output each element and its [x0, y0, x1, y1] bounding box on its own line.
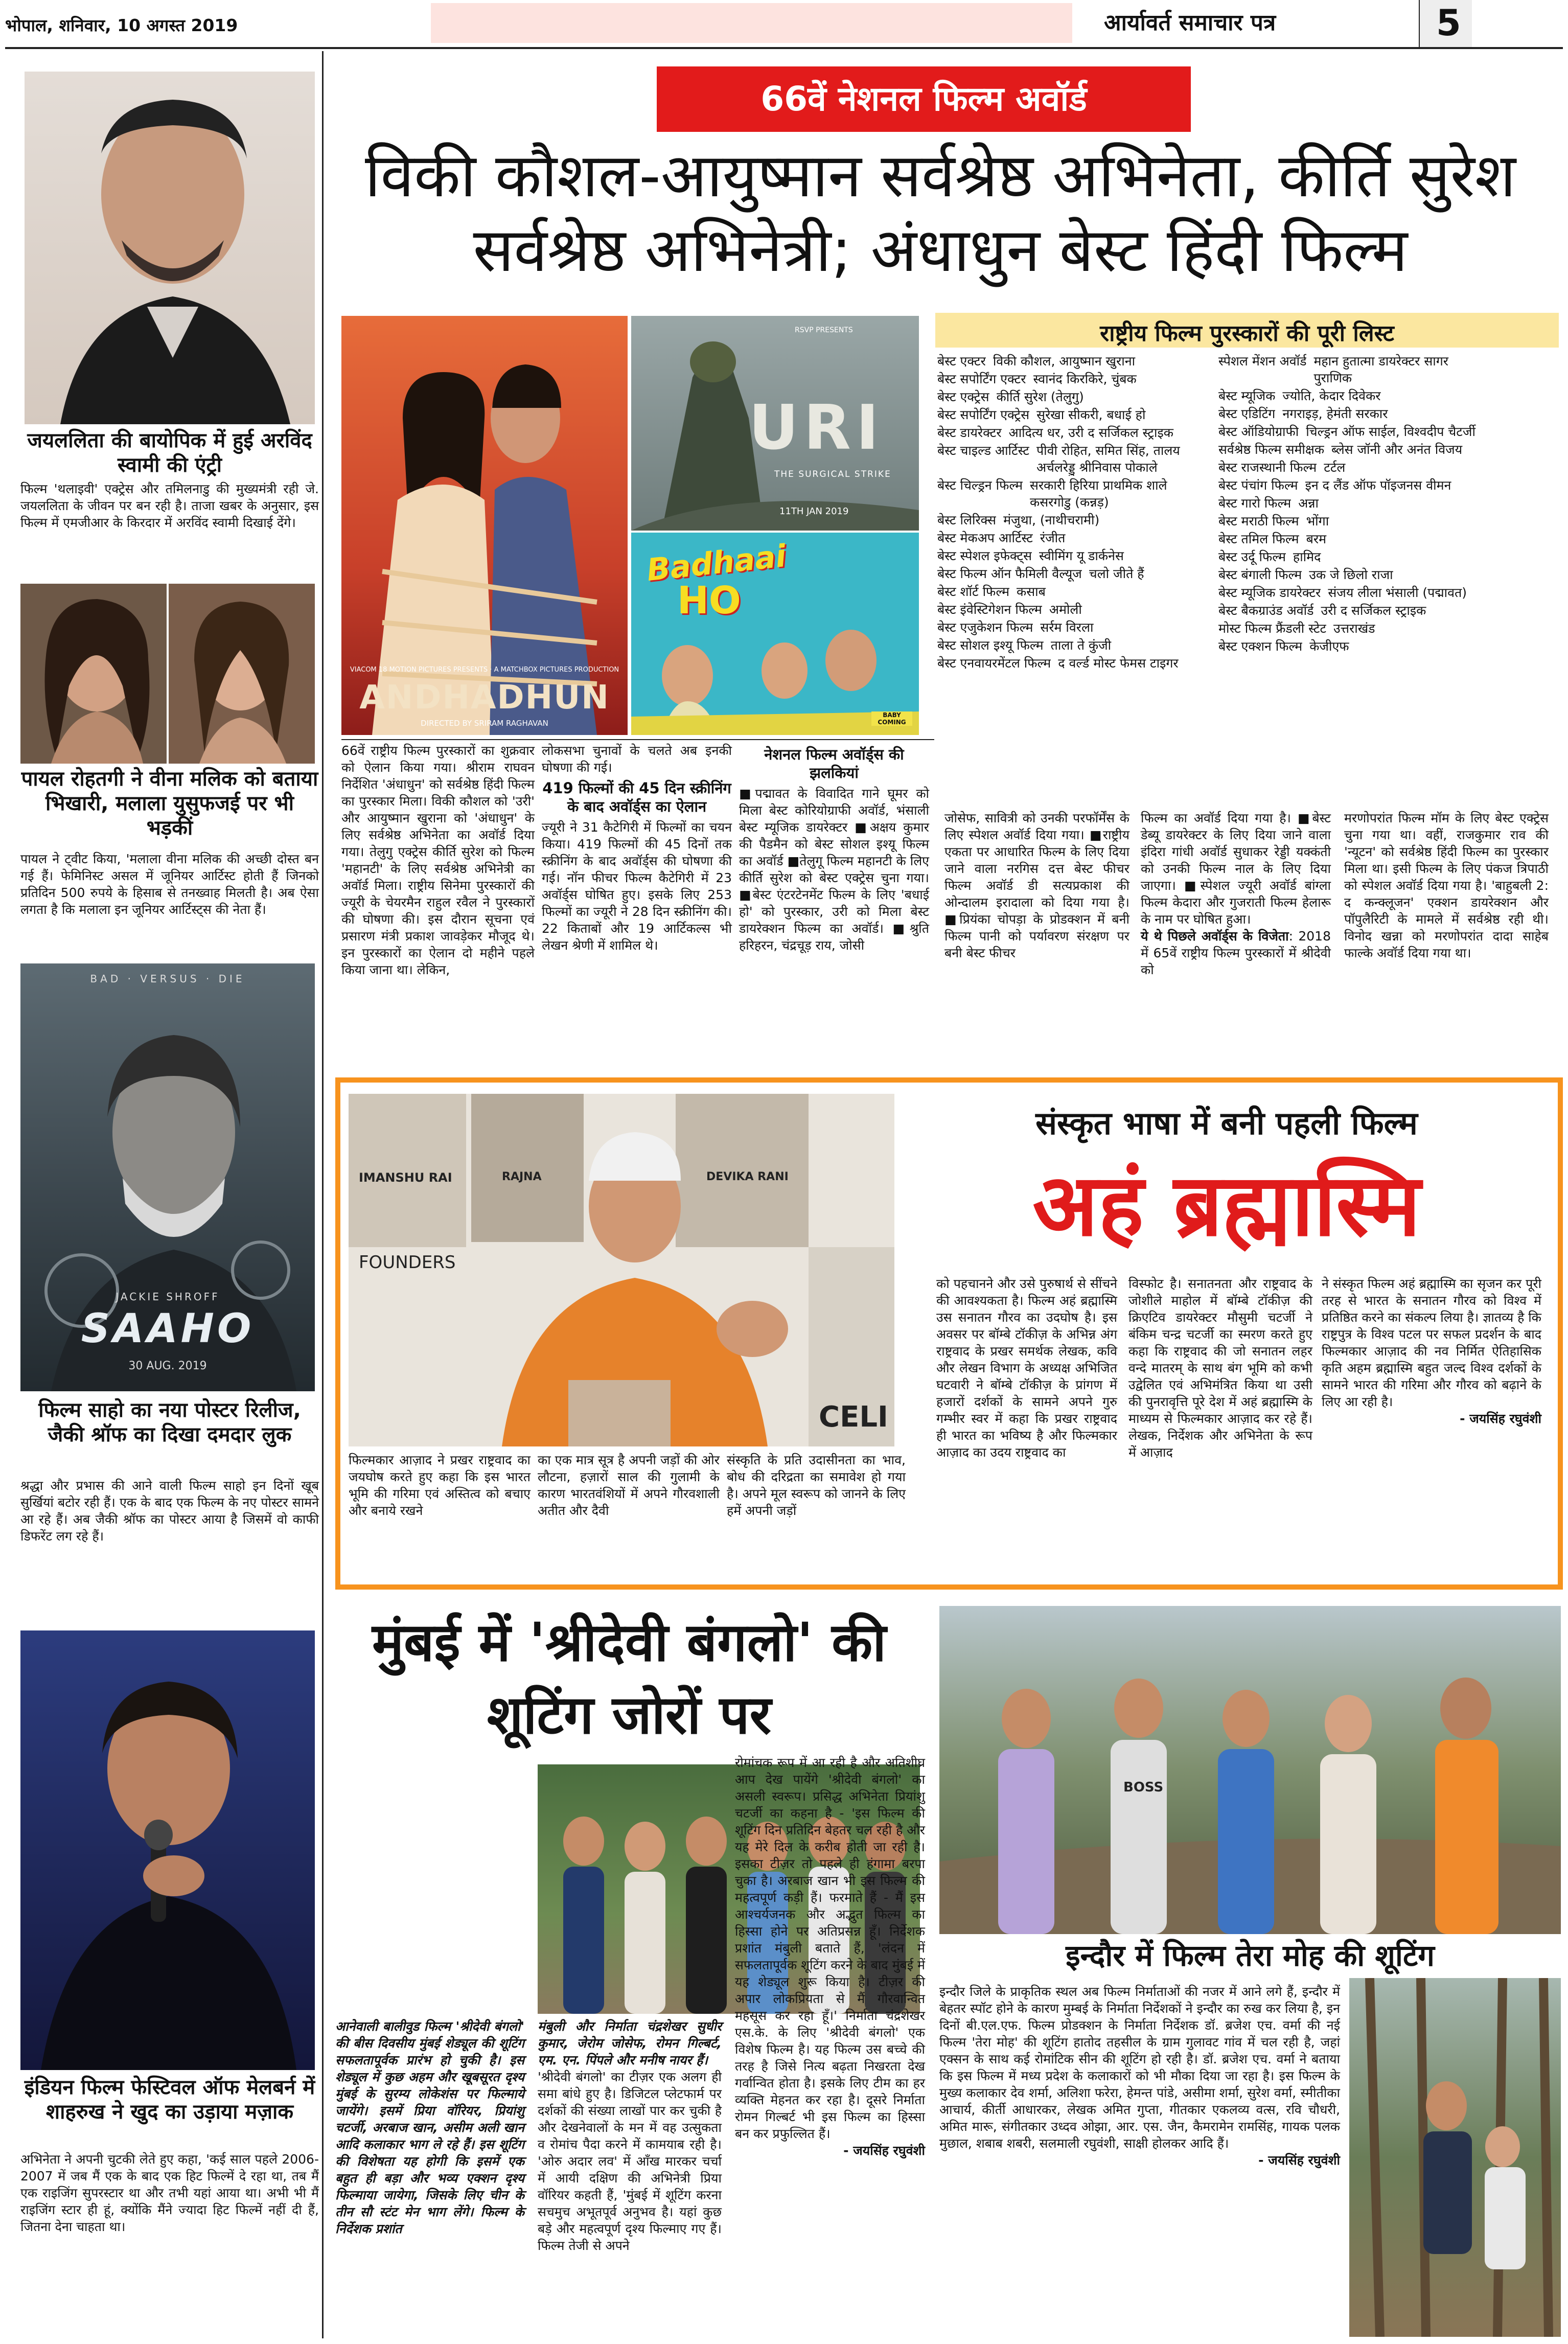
award-winner: अन्ना: [1298, 496, 1319, 511]
award-row: [1218, 584, 1489, 601]
award-category: बेस्ट इंवेस्टिगेशन फिल्म: [937, 602, 1042, 617]
awards-col1: 66वें राष्ट्रीय फिल्म पुरस्कारों का शुक्रवार को ऐलान किया गया। श्रीराम राघवन निर्देशित 'अंधाधुन' को सर्वश्रेष्ठ हिंदी फिल्म का पुरस्कार मिला। विकी कौशल को 'उरी' और आयुष्मान खुराना को 'अंधाधुन' के लिए सर्वश्रेष्ठ अभिनेता का अवॉर्ड दिया गया। तेलुगु एक्ट्रेस कीर्ति सुरेश को फिल्म 'महानटी' के लिए सर्वश्रेष्ठ अभिनेत्री का अवॉर्ड मिला। राष्ट्रीय सिनेमा पुरस्कारों की ज्यूरी के चेयरमैन राहुल रवैल ने पुरस्कारों की घोषणा की। इस दौरान सूचना एवं प्रसारण मंत्री प्रकाश जावड़ेकर मौजूद थे। इन पुरस्कारों का ऐलान दो महीने पहले किया जाना था। लेकिन,: [341, 743, 535, 977]
main-headline: विकी कौशल-आयुष्मान सर्वश्रेष्ठ अभिनेता, कीर्ति सुरेश सर्वश्रेष्ठ अभिनेत्री; अंधाधुन बेस्ट हिंदी फिल्म: [364, 140, 1516, 285]
s4-headline: इंडियन फिल्म फेस्टिवल ऑफ मेलबर्न में शाहरुख ने खुद का उड़ाया मज़ाक: [24, 2076, 315, 2124]
payal-rohatgi-photo: [20, 584, 167, 764]
award-winner: उरी द सर्जिकल स्ट्राइक: [1321, 603, 1426, 618]
page-number: 5: [1436, 2, 1461, 44]
award-winner: कीर्ति सुरेश (तेलुगु): [996, 389, 1084, 404]
award-category: बेस्ट ऑडियोग्राफी: [1218, 424, 1299, 439]
sanskrit-col-f-body: ने संस्कृत फिल्म अहं ब्रह्मास्मि का सृजन कर पूरी तरह से भारत के सनातन गौरव को विश्व में प्रतिष्ठित करने का संकल्प लिया है। ज्ञातव्य है कि राष्ट्रपुत्र के विश्व पटल पर सफल प्रदर्शन के बाद फिल्मकार आज़ाद की नव निर्मित ऐतिहासिक कृति अहम ब्रह्मास्मि बहुत जल्द विश्व दर्शकों के सामने भारत की गरिमा और गौरव को बढ़ाने के लिए आ रही है।: [1322, 1276, 1541, 1409]
award-row: [1218, 513, 1489, 530]
shahrukh-photo: [20, 1630, 315, 2070]
award-category: बेस्ट लिरिक्स: [937, 513, 997, 527]
award-winner: इन द लैंड ऑफ पॉइजनस वीमन: [1305, 478, 1451, 493]
s3-headline: फिल्म साहो का नया पोस्टर रिलीज, जैकी श्रॉफ का दिखा दमदार लुक: [38, 1398, 301, 1446]
awards-col2-top: लोकसभा चुनावों के चलते अब इनकी घोषणा की गई।: [542, 743, 732, 775]
award-winner: सरकारी हिरिया प्राथमिक शाले कसरगोडु (कन्नड़): [1030, 478, 1167, 510]
photo-label-3: DEVIKA RANI: [706, 1170, 789, 1183]
sridevi-col2: [538, 2018, 722, 2254]
sridevi-byline: - जयसिंह रघुवंशी: [843, 2143, 925, 2158]
award-winner: रंजीत: [1040, 531, 1066, 545]
veena-malik-photo: [169, 584, 315, 764]
sridevi-headline: मुंबई में 'श्रीदेवी बंगलो' की शूटिंग जोरों पर: [372, 1611, 887, 1746]
dateline: भोपाल, शनिवार, 10 अगस्त 2019: [5, 15, 238, 35]
arvind-swamy-photo: [25, 72, 315, 424]
award-row: [1218, 638, 1489, 655]
uri-poster: [631, 316, 919, 531]
award-winner: चिल्ड्रन ऑफ साईल, विश्वदीप चैटर्जी: [1306, 424, 1475, 439]
awards-list-left: [937, 353, 1208, 673]
award-category: स्पेशल मेंशन अवॉर्ड: [1218, 354, 1307, 369]
award-winner: टर्टल: [1324, 460, 1346, 475]
shirt-text: BOSS: [1123, 1780, 1164, 1795]
award-winner: ज्योति, केदार दिवेकर: [1282, 388, 1381, 403]
award-category: बेस्ट म्यूजिक डायरेक्टर: [1218, 585, 1321, 600]
award-category: बेस्ट चिल्ड्रन फिल्म: [937, 478, 1023, 493]
sridevi-lead-col1: आनेवाली बालीवुड फिल्म 'श्रीदेवी बंगलो' की बीस दिवसीय मुंबई शेड्यूल की शूटिंग सफलतापूर्वक प्रारंभ हो चुकी है। इस शेड्यूल में कुछ अहम और खूबसूरत दृश्य मुंबई के सुरम्य लोकेशंस पर फिल्माये जायेंगे। इसमें प्रिया वॉरियर, प्रियांशु चटर्जी, अरबाज खान, असीम अली खान आदि कलाकार भाग ले रहे हैं। इस शूटिंग की विशेषता यह होगी कि इसमें एक बहुत ही बड़ा और भव्य एक्शन दृश्य फिल्माया जायेगा, जिसके लिए चीन के तीन सौ स्टंट मेन भाग लेंगे। फिल्म के निर्देशक प्रशांत: [335, 2019, 524, 2236]
indore-body: [939, 1983, 1340, 2169]
awards-col2: [542, 742, 732, 954]
sanskrit-byline: - जयसिंह रघुवंशी: [1460, 1411, 1541, 1426]
awards-col5-body: फिल्म का अवॉर्ड दिया गया है। ■बेस्ट डेब्यू डायरेक्टर के लिए दिया जाने वाला इंदिरा गांधी अवॉर्ड सुधाकर रेड्डी यक्कंती को उनकी फिल्म नाल के लिए दिया जाएगा। ■स्पेशल ज्यूरी अवॉर्ड बांग्ला फिल्म केदारा और गुजराती फिल्म हेलारू के नाम पर घोषित हुआ।: [1141, 811, 1331, 927]
award-winner: स्वानंद किरकिरे, चुंबक: [1033, 372, 1137, 386]
award-winner: केजीएफ: [1309, 639, 1349, 654]
award-category: बेस्ट फिल्म ऑन फैमिली वैल्यूज: [937, 566, 1082, 581]
sanskrit-col-b: का एक मात्र सूत्र है अपनी जड़ों की ओर लौटना, हज़ारों साल की गुलामी के कारण भारतवंशियों में अपने गौरवशाली अतीत और दैवी: [538, 1453, 720, 1518]
badhaai-title: Badhaai: [645, 538, 788, 589]
award-row: [1218, 531, 1489, 547]
award-row: [1218, 495, 1489, 512]
award-category: बेस्ट एनवायरमेंटल फिल्म: [937, 656, 1051, 671]
awards-list-title: राष्ट्रीय फिल्म पुरस्कारों की पूरी लिस्ट: [1100, 320, 1394, 347]
indore-body-text: इन्दौर जिले के प्राकृतिक स्थल अब फिल्म निर्माताओं की नजर में आने लगे हैं, इन्दौर में बेहतर स्पॉट होने के कारण मुम्बई के निर्माता निर्देशकों ने इन्दौर का रुख कर लिया है, इन दिनों बी.एल.एफ. फिल्म प्रोडक्शन के निर्माता निर्देशक डॉ. ब्रजेश एच. वर्मा की नई फिल्म 'तेरा मोह' की शूटिंग हातोद तहसील के ग्राम गुलावट गांव में चल रही है, जहां एक्सन के साथ कई रोमांटिक सीन की शूटिंग हो रही है। डॉ. ब्रजेश एच. वर्मा ने बताया कि इस फिल्म में मध्य प्रदेश के कलाकारों को भी मौका दिया जा रहा है। इस फिल्म के मुख्य कलाकार देव शर्मा, अलिशा फरेरा, हेमन्त पांडे, असीमा शर्मा, सुरेश वर्मा, स्मीतीका आचार्य, कीर्ती आधारकर, लेखक अमित गुप्ता, गीतकार एकलव्य वत्स, रवि चौधरी, अमित मारू, संगीतकार उध्दव ओझा, आर. एस. जैन, कैमरामेन रामसिंह, गायक पलक मुछाल, शबाब शबरी, सलमाली रघुवंशी, साक्षी होलकर आदि हैं।: [939, 1984, 1340, 2151]
s2-headline: पायल रोहतगी ने वीना मलिक को बताया भिखारी, मलाला युसुफजई पर भी भड़कीं: [21, 767, 318, 840]
award-row: [937, 353, 1208, 370]
masthead-rule: [5, 47, 1563, 49]
award-category: बेस्ट बंगाली फिल्म: [1218, 567, 1302, 582]
award-row: [1218, 548, 1489, 565]
sanskrit-title: अहं ब्रह्मास्मि: [1032, 1155, 1421, 1255]
award-row: [937, 512, 1208, 528]
award-row: [937, 530, 1208, 546]
indore-byline: - जयसिंह रघुवंशी: [1258, 2153, 1340, 2168]
s4-body: अभिनेता ने अपनी चुटकी लेते हुए कहा, 'कई साल पहले 2006-2007 में जब मैं एक के बाद एक हिट फिल्में दे रहा था, तब मैं एक राइजिंग सुपरस्टार था और तभी यहां आया था। अभी भी मैं राइजिंग स्टार ही हूं, क्योंकि मैंने ज्यादा हिट फिल्में नहीं दी हैं, जितना देना चाहता था।: [20, 2152, 319, 2234]
award-row: [937, 388, 1208, 405]
award-category: बेस्ट तमिल फिल्म: [1218, 532, 1299, 546]
tera-moh-action-photo: [1349, 1978, 1561, 2337]
award-winner: संजय लीला भंसाली (पद्मावत): [1328, 585, 1467, 600]
s2-body: पायल ने ट्वीट किया, 'मलाला वीना मलिक की अच्छी दोस्त बन गई हैं। फेमिनिस्ट असल में जूनियर आर्टिस्ट होती हैं जिनको प्रतिदिन 500 रुपये के हिसाब से तनख्वाह मिलती है। अब ऐसा लगता है कि मलाला इन जूनियर आर्टिस्ट्स की नेता हैं।: [20, 852, 319, 917]
sanskrit-kicker: संस्कृत भाषा में बनी पहली फिल्म: [1035, 1105, 1418, 1142]
masthead-pink-strip: [431, 3, 1072, 43]
saaho-poster-actor: JACKIE SHROFF: [116, 1291, 220, 1303]
award-category: बेस्ट उर्दू फिल्म: [1218, 549, 1286, 564]
award-winner: बरम: [1306, 532, 1327, 546]
award-winner: स्वीमिंग यू डार्कनेस: [1039, 548, 1124, 563]
award-category: बेस्ट एक्ट्रेस: [937, 389, 989, 404]
award-winner: सुरेखा सीकरी, बधाई हो: [1036, 407, 1146, 422]
award-winner: उक जे छिलो राजा: [1309, 567, 1393, 582]
award-category: बेस्ट सपोर्टिंग एक्ट्रेस: [937, 407, 1030, 422]
photo-label-5: CELI: [819, 1400, 888, 1434]
award-category: बेस्ट डायरेक्टर: [937, 425, 1002, 440]
sridevi-body-col2: 'श्रीदेवी बंगलो' का टीज़र एक अलग ही समा बांधे हुए है। डिजिटल प्लेटफार्म पर दर्शकों की संख्या लाखों पार कर चुकी है और देखनेवालों के मन में वह उत्सुकता व रोमांच पैदा करने में कामयाब रही है। 'ओरु अदार लव' में आँख मारकर चर्चा में आयी दक्षिण की अभिनेत्री प्रिया वॉरियर कहती हैं, 'मुंबई में शूटिंग करना सचमुच अभूतपूर्व अनुभव है। यहां कुछ बड़े और महत्वपूर्ण दृश्य फिल्माए गए हैं। फिल्म तेजी से अपने: [538, 2070, 722, 2253]
award-row: [1218, 566, 1489, 583]
award-row: [937, 547, 1208, 564]
awards-col5-head: ये थे पिछले अवॉर्ड्स के विजेता: [1141, 929, 1289, 944]
saaho-poster-date: 30 AUG. 2019: [128, 1360, 207, 1372]
award-winner: सर्रम विरला: [1040, 620, 1094, 635]
award-category: बेस्ट एडिटिंग: [1218, 406, 1276, 421]
award-row: [1218, 602, 1489, 619]
uri-presents: RSVP PRESENTS: [795, 326, 853, 334]
badhaai-title2: HO: [677, 579, 741, 623]
saaho-poster-top: BAD · VERSUS · DIE: [90, 973, 245, 985]
award-category: बेस्ट एक्टर: [937, 354, 986, 369]
award-winner: मंजुथा, (नाथीचरामी): [1003, 513, 1100, 527]
awards-col4: जोसेफ, सावित्री को उनकी परफॉर्मेंस के लिए स्पेशल अवॉर्ड दिया गया। ■राष्ट्रीय एकता पर आधारित फिल्म के लिए दिया जाने वाला नरगिस दत्त बेस्ट फीचर फिल्म अवॉर्ड डी सत्यप्रकाश की ओन्दालम इरादाला को दिया गया है। ■प्रियंका चोपड़ा के प्रोडक्शन में बनी फिल्म पानी को पर्यावरण संरक्षण पर बनी बेस्ट फीचर: [944, 811, 1129, 960]
award-winner: हामिद: [1293, 549, 1321, 564]
sanskrit-col-a: फिल्मकार आज़ाद ने प्रखर राष्ट्रवाद का जयघोष करते हुए कहा कि इस भारत भूमि की गरिमा एवं अस्तित्व को बचाए और बनाये रखने: [349, 1453, 531, 1518]
award-category: बेस्ट म्यूजिक: [1218, 388, 1276, 403]
s3-body: श्रद्धा और प्रभास की आने वाली फिल्म साहो इन दिनों खूब सुर्खियां बटोर रही हैं। एक के बाद एक फिल्म के नए पोस्टर सामने आ रहे हैं। अब जैकी श्रॉफ का पोस्टर आया है जिसमें वो काफी डिफरेंट लग रहे हैं।: [20, 1478, 319, 1544]
andhadhun-credit: DIRECTED BY SRIRAM RAGHAVAN: [421, 719, 548, 728]
andhadhun-title: ANDHADHUN: [359, 679, 610, 717]
award-winner: ताला ते कुंजी: [1050, 638, 1112, 653]
sanskrit-photo: [349, 1094, 894, 1446]
award-row: [937, 371, 1208, 387]
uri-title: URI: [749, 393, 884, 464]
uri-subtitle: THE SURGICAL STRIKE: [774, 469, 891, 479]
awards-col2-head: 419 फिल्मों की 45 दिन स्क्रीनिंग के बाद अवॉर्ड्स का ऐलान: [542, 779, 731, 815]
section-banner-text: 66वें नेशनल फिल्म अवॉर्ड: [760, 79, 1087, 119]
award-category: बेस्ट सपोर्टिंग एक्टर: [937, 372, 1026, 386]
award-row: [1218, 441, 1489, 458]
badhaai-tag: BABY COMING: [871, 711, 912, 726]
award-row: [937, 619, 1208, 636]
award-category: बेस्ट सोशल इश्यू फिल्म: [937, 638, 1044, 653]
sridevi-col3: [735, 1754, 925, 2159]
award-category: बेस्ट एजुकेशन फिल्म: [937, 620, 1033, 635]
awards-col3-body: ■पद्मावत के विवादित गाने घूमर को मिला बेस्ट कोरियोग्राफी अवॉर्ड, भंसाली बेस्ट म्यूजिक डायरेक्टर ■अक्षय कुमार की पैडमैन को बेस्ट सोशल इश्यू फिल्म का अवॉर्ड ■तेलुगू फिल्म महानटी के लिए कीर्ति सुरेश को बेस्ट एक्ट्रेस चुना गया। ■बेस्ट एंटरटेनमेंट फिल्म के लिए 'बधाई हो' को पुरस्कार, उरी को मिला बेस्ट डायरेक्शन फिल्म का अवॉर्ड। ■श्रुति हरिहरन, चंद्रचूड़ राय, जोसी: [739, 786, 929, 953]
masthead: [0, 0, 1568, 47]
photo-label-2: RAJNA: [502, 1170, 542, 1183]
award-winner: विकी कौशल, आयुष्मान खुराना: [993, 354, 1136, 369]
awards-col5: [1141, 810, 1331, 978]
photo-label-1: IMANSHU RAI: [359, 1170, 452, 1185]
awards-list: [935, 313, 1559, 798]
badhaai-ho-poster: [631, 533, 919, 735]
awards-list-right: [1218, 353, 1489, 656]
award-category: मोस्ट फिल्म फ्रैंडली स्टेट: [1218, 621, 1327, 636]
awards-col3-head: नेशनल फिल्म अवॉर्ड्स की झलकियां: [764, 746, 904, 782]
award-category: बेस्ट एक्शन फिल्म: [1218, 639, 1303, 654]
award-row: [937, 424, 1208, 441]
award-winner: ब्लेस जॉनी और अनंत विजय: [1331, 442, 1463, 457]
award-row: [937, 477, 1208, 511]
award-winner: चलो जीते हैं: [1089, 566, 1144, 581]
award-row: [937, 601, 1208, 618]
award-row: [937, 583, 1208, 600]
award-winner: पीवी रोहित, समित सिंह, तालय अर्चलरेड्डु श्रीनिवास पोकाले: [1036, 443, 1180, 475]
award-row: [937, 637, 1208, 654]
tera-moh-group-photo: [939, 1606, 1561, 1934]
awards-col5-tail: : 2018 में 65वें राष्ट्रीय फिल्म पुरस्कारों में श्रीदेवी को: [1141, 929, 1331, 977]
saaho-poster-title: SAAHO: [81, 1306, 255, 1352]
award-category: बेस्ट बैकग्राउंड अवॉर्ड: [1218, 603, 1314, 618]
award-winner: नगराइड़, हेमंती सरकार: [1282, 406, 1388, 421]
sridevi-body-col3: रोमांचक रूप में आ रही है और अतिशीघ्र आप देख पायेंगे 'श्रीदेवी बंगलो' का असली स्वरूप। प्रसिद्ध अभिनेता प्रियांशु चटर्जी का कहना है - 'इस फिल्म की शूटिंग दिन प्रतिदिन बेहतर चल रही है और यह मेरे दिल के करीब होती जा रही है। इसका टीज़र तो पहले ही हंगामा बरपा चुका है। अरबाज खान भी इस फिल्म की महत्वपूर्ण कड़ी हैं। फरमाते हैं - मैं इस आश्चर्यजनक और अद्भुत फिल्म का हिस्सा होने पर अतिप्रसन्न हूँ। निर्देशक प्रशांत मंबुली बताते हैं, 'लंदन में सफलतापूर्वक शूटिंग करने के बाद मुंबई में यह शेड्यूल शुरू किया है। टीज़र की अपार लोकप्रियता से मैं गौरवान्वित महसूस कर रहा हूँ।' निर्माता चंद्रशेखर एस.के. के लिए 'श्रीदेवी बंगलो' एक विशेष फिल्म है। यह फिल्म उस बच्चे की तरह है जिसे नित्य बढ़ता निखरता देख गर्वान्वित होता है। इसके लिए टीम का हर व्यक्ति मेहनत कर रहा है। दूसरे निर्माता रोमन गिल्बर्ट भी इस फिल्म का हिस्सा बन कर प्रफुल्लित हैं।: [735, 1755, 925, 2141]
award-category: बेस्ट चाइल्ड आर्टिस्ट: [937, 443, 1029, 458]
paper-name: आर्यावर्त समाचार पत्र: [1104, 10, 1276, 36]
award-winner: कसाब: [1017, 584, 1046, 599]
award-row: [1218, 387, 1489, 404]
andhadhun-studio: VIACOM 18 MOTION PICTURES PRESENTS · A MATCHBOX PICTURES PRODUCTION: [350, 666, 619, 674]
award-winner: अमोली: [1049, 602, 1082, 617]
award-category: सर्वश्रेष्ठ फिल्म समीक्षक: [1218, 442, 1325, 457]
uri-date: 11TH JAN 2019: [779, 506, 849, 517]
sanskrit-col-f: [1322, 1275, 1541, 1427]
awards-col3: [739, 742, 929, 954]
sanskrit-col-d: को पहचानने और उसे पुरुषार्थ से सींचने की आवश्यकता है। फिल्म अहं ब्रह्मास्मि उस सनातन गौरव का उदघोष है। इस अवसर पर बॉम्बे टॉकीज़ के अभिन्न अंग राष्ट्रवाद के प्रखर समर्थक लेखक, कवि और लेखन विभाग के अध्यक्ष अभिजित घटवारी ने बॉम्बे टॉकीज़ के प्रांगण में हजारों दर्शकों के सामने अपने गुरु गम्भीर स्वर में कहा कि प्रखर राष्ट्रवाद ही भारत का भविष्य है और फिल्मकार आज़ाद का उदय राष्ट्रवाद का: [936, 1276, 1117, 1460]
award-category: बेस्ट पंचांग फिल्म: [1218, 478, 1298, 493]
award-row: [1218, 459, 1489, 476]
award-row: [1218, 353, 1489, 386]
indore-headline: इन्दौर में फिल्म तेरा मोह की शूटिंग: [1066, 1938, 1435, 1973]
awards-col2-body: ज्यूरी ने 31 कैटेगिरी में फिल्मों का चयन किया। 419 फिल्मों की 45 दिनों तक स्क्रीनिंग के बाद अवॉर्ड्स की घोषणा की गई। नॉन फीचर फिल्म कैटेगिरी में 23 अवॉर्ड्स घोषित हुए। इसके लिए 253 फिल्मों का ज्यूरी ने 28 दिन स्क्रीनिंग की। 22 किताबों और 19 आर्टिकल्स भी लेखन श्रेणी में शामिल थे।: [542, 820, 732, 953]
award-category: बेस्ट राजस्थानी फिल्म: [1218, 460, 1317, 475]
award-row: [937, 565, 1208, 582]
story-top-rule: [341, 739, 934, 740]
left-column-rule: [322, 51, 324, 2338]
award-category: बेस्ट स्पेशल इफेक्ट्स: [937, 548, 1032, 563]
award-row: [937, 655, 1208, 672]
award-category: बेस्ट शॉर्ट फिल्म: [937, 584, 1010, 599]
sanskrit-col-e: विस्फोट है। सनातनता और राष्ट्रवाद के जोशीले माहोल में बॉम्बे टॉकीज़ की क्रिएटिव डायरेक्टर मौसुमी चटर्जी ने बंकिम चन्द्र चटर्जी का स्मरण करते हुए कहा कि राष्ट्रवाद की जो सनातन लहर वन्दे मातरम् के साथ बंग भूमि को कभी उद्वेलित एवं अभिमंत्रित किया था उसी की पुनरावृत्ति पूरे देश में अहं ब्रह्मास्मि के माध्यम से फिल्मकार आज़ाद कर रहे हैं। लेखक, निर्देशक और अभिनेता के रूप में आज़ाद: [1128, 1276, 1312, 1460]
award-row: [937, 406, 1208, 423]
andhadhun-poster: [341, 316, 628, 735]
sanskrit-col-c: संस्कृति के प्रति उदासीनता का भाव, बोध की दरिद्रता का समावेश हो गया है। अपने मूल स्वरूप को जानने के लिए हमें अपनी जड़ों: [727, 1453, 906, 1518]
saaho-poster: [20, 963, 315, 1391]
sridevi-lead-col2: मंबुली और निर्माता चंद्रशेखर सुधीर कुमार, जेरोम जोसेफ, रोमन गिल्बर्ट, एम. एन. पिंपले और मनीष नायर हैं।: [538, 2019, 722, 2067]
award-category: बेस्ट मेकअप आर्टिस्ट: [937, 531, 1033, 545]
award-category: बेस्ट गारो फिल्म: [1218, 496, 1292, 511]
award-row: [1218, 477, 1489, 494]
award-winner: महान हुतात्मा डायरेक्टर सागर पुराणिक: [1313, 354, 1449, 385]
photo-label-4: FOUNDERS: [359, 1252, 456, 1273]
award-row: [1218, 423, 1489, 440]
award-winner: भोंगा: [1306, 514, 1329, 528]
award-row: [937, 442, 1208, 476]
award-winner: द वर्ल्ड मोस्ट फेमस टाइगर: [1058, 656, 1179, 671]
award-row: [1218, 620, 1489, 637]
s1-body: फिल्म 'थलाइवी' एक्ट्रेस और तमिलनाडु की मुख्यमंत्री रही जे. जयललिता के जीवन पर बन रही है। ताजा खबर के अनुसार, इस फिल्म में एमजीआर के किरदार में अरविंद स्वामी दिखाई देंगे।: [20, 481, 319, 530]
s1-headline: जयललिता की बायोपिक में हुई अरविंद स्वामी की एंट्री: [27, 429, 312, 477]
award-winner: उत्तराखंड: [1333, 621, 1375, 636]
awards-col6: मरणोपरांत फिल्म मॉम के लिए बेस्ट एक्ट्रेस चुना गया था। वहीं, राजकुमार राव की 'न्यूटन' को सर्वश्रेष्ठ हिंदी फिल्म का पुरस्कार मिला था। इसी फिल्म के लिए पंकज त्रिपाठी को स्पेशल अवॉर्ड दिया गया है। 'बाहुबली 2: द कन्क्लूजन' एक्शन डायरेक्शन और पॉपुलैरिटी के मामले में सर्वश्रेष्ठ रही थी। विनोद खन्ना को मरणोपरांत दादा साहेब फाल्के अवॉर्ड दिया गया था।: [1344, 811, 1549, 960]
award-category: बेस्ट मराठी फिल्म: [1218, 514, 1299, 528]
award-winner: आदित्य धर, उरी द सर्जिकल स्ट्राइक: [1008, 425, 1173, 440]
award-row: [1218, 405, 1489, 422]
